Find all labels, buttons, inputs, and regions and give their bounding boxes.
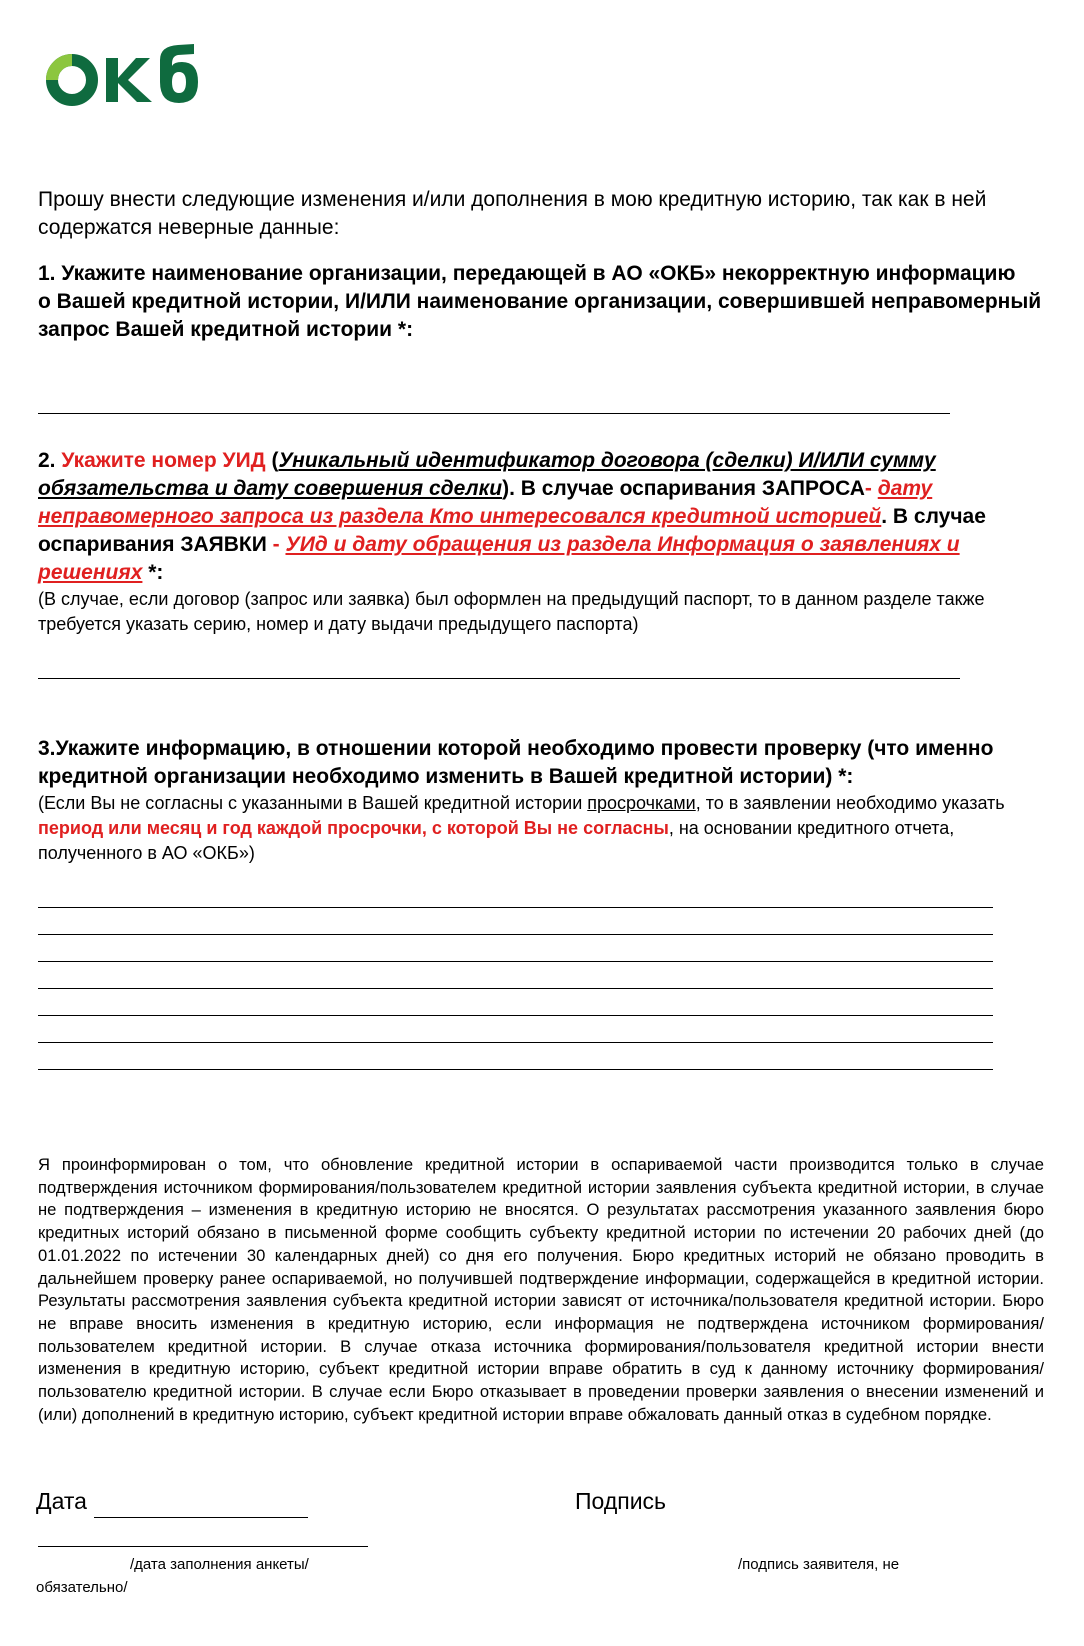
okb-logo-mark (44, 40, 204, 116)
question-2-paren: ( (265, 449, 279, 472)
question-3-note-b: , то в заявлении необходимо указать (695, 793, 1005, 813)
signature-hint-cont: обязательно/ (36, 1579, 128, 1596)
question-2-dash-1: - (864, 477, 878, 500)
overdue-link: просрочками (587, 793, 696, 813)
answer-line-3d[interactable] (38, 988, 993, 989)
signature-line[interactable] (38, 1546, 368, 1547)
uid-description: Уникальный идентификатор договора (сделки) И/ИЛИ сумму обязательства и дату совершения сделки (38, 449, 936, 500)
question-2-note: (В случае, если договор (запрос или заявка) был оформлен на предыдущий паспорт, то в данном разделе также требуется указать серию, номер и дату выдачи предыдущего паспорта) (38, 589, 985, 634)
answer-line-1[interactable] (38, 413, 950, 414)
question-1-line2: о Вашей кредитной истории, И/ИЛИ наименование организации, совершившей неправомерный запрос Вашей кредитной истории *: (38, 290, 1042, 341)
date-label: Дата (36, 1488, 87, 1514)
intro-text: Прошу внести следующие изменения и/или дополнения в мою кредитную историю, так как в ней содержатся неверные данные: (38, 188, 987, 239)
question-3-note-c: , на основании кредитного отчета, полученного в АО «ОКБ») (38, 818, 955, 863)
answer-line-3a[interactable] (38, 907, 993, 908)
question-2-dash-2: - (272, 533, 286, 556)
question-2-red-title: Укажите номер УИД (61, 449, 266, 472)
question-2-number: 2. (38, 449, 62, 472)
question-2-application-text: . В случае оспаривания ЗАЯВКИ (38, 505, 986, 556)
question-1-line1: 1. Укажите наименование организации, передающей в АО «ОКБ» некорректную информацию (38, 262, 1016, 285)
question-2-star: *: (142, 561, 164, 584)
request-section-link[interactable]: дату неправомерного запроса из раздела Кто интересовался кредитной историей (38, 477, 933, 528)
legal-disclaimer: Я проинформирован о том, что обновление кредитной истории в оспариваемой части производится только в случае подтверждения источником формирования/пользователем кредитной истории заявления субъекта кредитной истории, в случае не подтверждения – изменения в кредитную историю не вносятся. О результатах рассмотрения указанного заявления бюро кредитных историй обязано в письменной форме сообщить субъекту кредитной истории по истечении 20 рабочих дней (до 01.01.2022 по истечении 30 календарных дней) со дня его получения. Бюро кредитных историй не обязано проводить в дальнейшем проверку ранее оспариваемой, но получившей подтверждение информации, содержащейся в кредитной истории. Результаты рассмотрения заявления субъекта кредитной истории зависят от источника/пользователя кредитной истории. Бюро не вправе вносить изменения в кредитную историю, если информация не подтверждена источником формирования/пользователем кредитной истории. В случае отказа источника формирования/пользователя кредитной истории внести изменения в кредитную историю, субъект кредитной истории вправе обратить в суд к данному источнику формирования/пользователю кредитной истории. В случае если Бюро отказывает в проведении проверки заявления о внесении изменений и (или) дополнений в кредитную историю, субъект кредитной истории вправе обжаловать данный отказ в судебном порядке. (38, 1155, 1044, 1424)
question-3-note-red: период или месяц и год каждой просрочки, с которой Вы не согласны (38, 818, 669, 838)
application-section-link[interactable]: УИд и дату обращения из раздела Информация о заявлениях и решениях (38, 533, 960, 584)
question-3-note (38, 791, 1044, 866)
question-3 (38, 735, 1044, 866)
date-hint: /дата заполнения анкеты/ (130, 1556, 309, 1573)
question-2 (38, 447, 1044, 637)
answer-line-3g[interactable] (38, 1069, 993, 1070)
answer-line-3c[interactable] (38, 961, 993, 962)
question-2-request-text: ). В случае оспаривания ЗАПРОСА (502, 477, 865, 500)
answer-line-3f[interactable] (38, 1042, 993, 1043)
okb-logo (44, 40, 204, 116)
answer-line-2[interactable] (38, 678, 960, 679)
signature-hint: /подпись заявителя, не (738, 1556, 900, 1573)
question-1 (38, 260, 1044, 344)
signature-label: Подпись (575, 1488, 667, 1514)
question-3-note-a: (Если Вы не согласны с указанными в Вашей кредитной истории (38, 793, 588, 813)
question-3-title: 3.Укажите информацию, в отношении которой необходимо провести проверку (что именно кредитной организации необходимо изменить в Вашей кредитной истории) *: (38, 737, 994, 788)
date-line[interactable] (94, 1517, 308, 1518)
answer-line-3b[interactable] (38, 934, 993, 935)
answer-line-3e[interactable] (38, 1015, 993, 1016)
